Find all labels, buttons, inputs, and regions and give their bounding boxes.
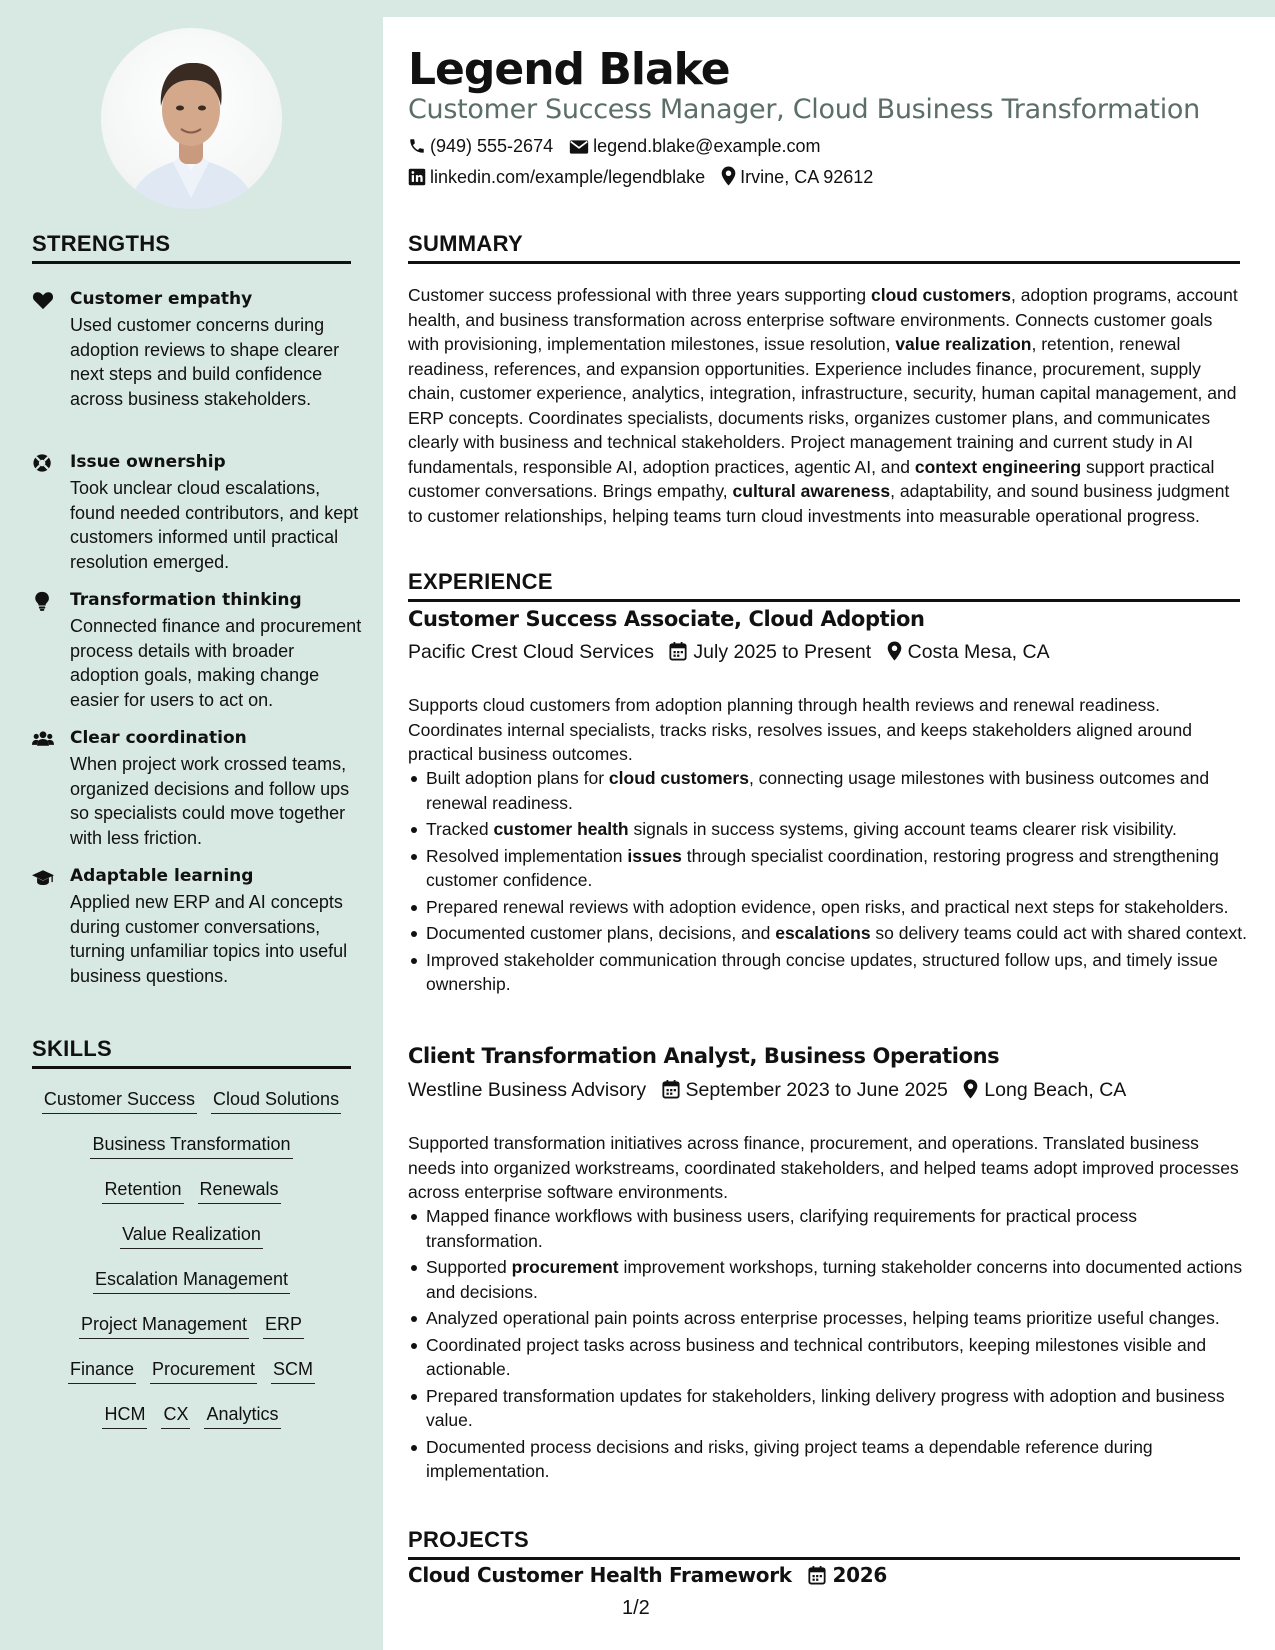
strength-item (32, 727, 362, 850)
strength-title: Clear coordination (70, 728, 247, 748)
map-pin-icon (963, 1079, 978, 1099)
page-number: 1/2 (622, 1597, 650, 1619)
experience-heading: EXPERIENCE (408, 569, 1240, 602)
skill-row (0, 1132, 383, 1159)
strength-title: Issue ownership (70, 452, 226, 472)
summary-text: Customer success professional with three years supporting cloud customers, adoption programs, account health, and business transformation across enterprise software environments. Connects customer goals with provisioning, implementation milestones, issue resolution, value realization, retention, renewal readiness, references, and expansion opportunities. Experience includes finance, procurement, supply chain, customer experience, analytics, integration, infrastructure, security, human capital management, and ERP concepts. Coordinates specialists, documents risks, organizes customer plans, and communicates clearly with business and technical stakeholders. Project management training and current study in AI fundamentals, responsible AI, adoption practices, agentic AI, and context engineering support practical customer conversations. Brings empathy, cultural awareness, adaptability, and sound business judgment to customer relationships, helping teams turn cloud investments into measurable operational progress. (408, 285, 1238, 526)
bullet-item: Coordinated project tasks across business and technical contributors, keeping milestones visible and actionable. (408, 1333, 1248, 1382)
job-location: Costa Mesa, CA (907, 641, 1050, 663)
strength-title: Adaptable learning (70, 866, 254, 886)
bullet-item: Analyzed operational pain points across enterprise processes, helping teams prioritize useful changes. (408, 1306, 1248, 1331)
heart-icon (32, 290, 54, 310)
bullet-item: Prepared renewal reviews with adoption evidence, open risks, and practical next steps for stakeholders. (408, 895, 1248, 920)
strength-item (32, 451, 362, 574)
job-summary: Supported transformation initiatives across finance, procurement, and operations. Translated business needs into organized workstreams, coordinated stakeholders, and helped teams adopt improved processes across enterprise software environments. (408, 1133, 1239, 1202)
lightbulb-icon (32, 591, 54, 611)
skill-row (0, 1312, 383, 1339)
skill-tag: Value Realization (120, 1222, 263, 1249)
job-location: Long Beach, CA (984, 1079, 1127, 1101)
contact-line (408, 166, 873, 188)
email-link[interactable]: legend.blake@example.com (593, 136, 821, 156)
lifebuoy-icon (32, 453, 54, 473)
job-summary: Supports cloud customers from adoption planning through health reviews and renewal readiness. Coordinates internal specialists, tracks risks, resolves issues, and keeps stakeholders aligned around practical business outcomes. (408, 695, 1193, 764)
calendar-icon (808, 1565, 826, 1585)
location-text: Irvine, CA 92612 (740, 167, 874, 187)
map-pin-icon (887, 641, 902, 661)
bullet-item: Built adoption plans for cloud customers, connecting usage milestones with business outcomes and renewal readiness. (408, 766, 1248, 815)
bullet-item: Documented customer plans, decisions, and escalations so delivery teams could act with shared context. (408, 921, 1248, 946)
main-content (383, 17, 1275, 1650)
company-name: Westline Business Advisory (408, 1079, 647, 1101)
calendar-icon (669, 641, 687, 661)
skill-row (0, 1177, 383, 1204)
sidebar (0, 0, 383, 1650)
contact-line (408, 135, 821, 157)
job-bullets (408, 766, 1248, 999)
strength-title: Transformation thinking (70, 590, 302, 610)
strength-title: Customer empathy (70, 289, 253, 309)
skill-row (0, 1267, 383, 1294)
profile-photo (101, 28, 282, 209)
map-pin-icon (721, 166, 736, 186)
skill-tag: CX (161, 1402, 190, 1429)
job-meta (408, 640, 1050, 664)
strength-description: Took unclear cloud escalations, found needed contributors, and kept customers informed until practical resolution emerged. (70, 478, 359, 572)
strength-description: Used customer concerns during adoption reviews to shape clearer next steps and build confidence across business stakeholders. (70, 315, 340, 409)
skills-heading: SKILLS (32, 1036, 351, 1069)
job-dates: July 2025 to Present (693, 641, 872, 663)
bullet-item: Prepared transformation updates for stakeholders, linking delivery progress with adoption and business value. (408, 1384, 1248, 1433)
skill-tag: Customer Success (42, 1087, 197, 1114)
company-name: Pacific Crest Cloud Services (408, 641, 654, 663)
skill-tag: SCM (271, 1357, 315, 1384)
bullet-item: Improved stakeholder communication through concise updates, structured follow ups, and timely issue ownership. (408, 948, 1248, 997)
phone-icon (408, 137, 426, 155)
strength-item (32, 865, 362, 988)
bullet-item: Supported procurement improvement workshops, turning stakeholder concerns into documented actions and decisions. (408, 1255, 1248, 1304)
linkedin-icon (408, 168, 426, 186)
bullet-item: Documented process decisions and risks, giving project teams a dependable reference during implementation. (408, 1435, 1248, 1484)
skill-row (0, 1402, 383, 1429)
job-bullets (408, 1204, 1248, 1486)
skill-row (0, 1357, 383, 1384)
skill-tag: Finance (68, 1357, 136, 1384)
project-year: 2026 (832, 1563, 887, 1587)
bullet-item: Resolved implementation issues through specialist coordination, restoring progress and strengthening customer confidence. (408, 844, 1248, 893)
skill-tag: Procurement (150, 1357, 257, 1384)
skill-tag: Escalation Management (93, 1267, 290, 1294)
skill-tag: Renewals (198, 1177, 281, 1204)
skill-row (0, 1087, 383, 1114)
projects-heading: PROJECTS (408, 1527, 1240, 1560)
strength-item (32, 589, 362, 712)
strength-item (32, 288, 362, 411)
strength-description: Applied new ERP and AI concepts during customer conversations, turning unfamiliar topics into useful business questions. (70, 892, 348, 986)
strengths-heading: STRENGTHS (32, 231, 351, 264)
job-title: Client Transformation Analyst, Business Operations (408, 1044, 1000, 1068)
bullet-item: Mapped finance workflows with business users, clarifying requirements for practical process transformation. (408, 1204, 1248, 1253)
skill-tag: HCM (102, 1402, 147, 1429)
skill-tag: Retention (102, 1177, 183, 1204)
email-icon (569, 139, 589, 155)
skill-tag: ERP (263, 1312, 304, 1339)
project-item (408, 1563, 887, 1587)
people-icon (32, 729, 54, 749)
bullet-item: Tracked customer health signals in success systems, giving account teams clearer risk visibility. (408, 817, 1248, 842)
calendar-icon (662, 1079, 680, 1099)
job-meta (408, 1078, 1126, 1102)
strength-description: When project work crossed teams, organized decisions and follow ups so specialists could move together with less friction. (70, 754, 350, 848)
summary-heading: SUMMARY (408, 231, 1240, 264)
skill-tag: Cloud Solutions (211, 1087, 341, 1114)
strength-description: Connected finance and procurement process details with broader adoption goals, making change easier for users to act on. (70, 616, 362, 710)
skill-tag: Business Transformation (90, 1132, 292, 1159)
candidate-role: Customer Success Manager, Cloud Business Transformation (408, 94, 1200, 125)
candidate-name: Legend Blake (408, 44, 730, 95)
graduation-cap-icon (32, 867, 54, 887)
job-title: Customer Success Associate, Cloud Adoption (408, 607, 925, 631)
phone-text[interactable]: (949) 555-2674 (430, 136, 554, 156)
skill-tag: Project Management (79, 1312, 249, 1339)
skill-row (0, 1222, 383, 1249)
project-title: Cloud Customer Health Framework (408, 1563, 792, 1587)
linkedin-link[interactable]: linkedin.com/example/legendblake (430, 167, 706, 187)
job-dates: September 2023 to June 2025 (685, 1079, 948, 1101)
skill-tag: Analytics (204, 1402, 280, 1429)
